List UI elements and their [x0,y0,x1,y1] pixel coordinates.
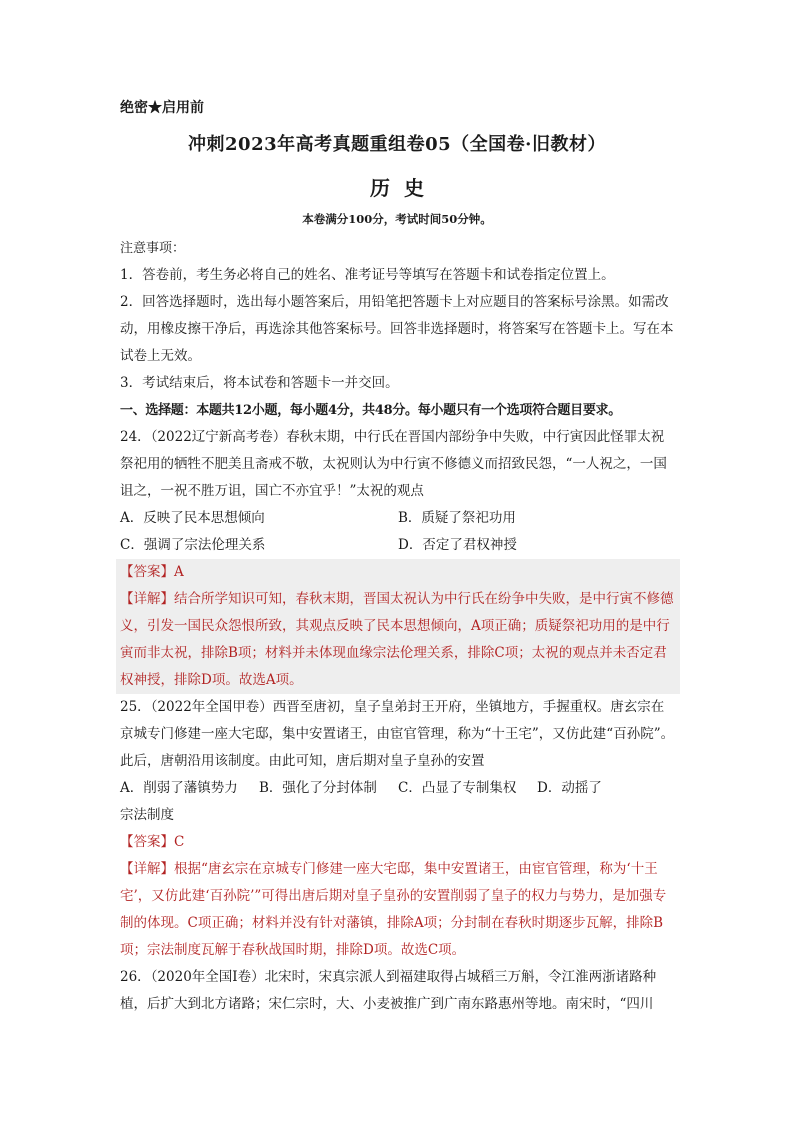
answer-line [120,829,676,856]
exam-body [120,235,676,1018]
option-b: B．质疑了祭祀功用 [398,510,516,526]
option-a: A．削弱了藩镇势力 [120,780,238,796]
question-stem: 西晋至唐初，皇子皇弟封王开府，坐镇地方，手握重权。唐玄宗在京城专门修建一座大宅邸，集中安置诸王，由宦官管理，称为“十王宅”，又仿此建“百孙院”。此后，唐朝沿用该制度。由此可知，唐后期对皇子皇孙的安置 [120,699,675,769]
question-number: 26． [120,969,151,985]
question-number: 25． [120,699,151,715]
detail-text: 根据“唐玄宗在京城专门修建一座大宅邸，集中安置诸王，由宦官管理，称为‘十王宅’，又仿此建‘百孙院’”可得出唐后期对皇子皇孙的安置削弱了皇子的权力与势力，是加强专制的体现。C项正确；材料并没有针对藩镇，排除A项；分封制在春秋时期逐步瓦解，排除B项；宗法制度瓦解于春秋战国时期，排除D项。故选C项。 [120,861,667,958]
question-25 [120,694,676,775]
question-stem: 春秋末期，中行氏在晋国内部纷争中失败，中行寅因此怪罪太祝祭祀用的牺牲不肥美且斋戒不敬，太祝则认为中行寅不修德义而招致民怨，“一人祝之，一国诅之，一祝不胜万诅，国亡不亦宜乎！”太祝的观点 [120,429,667,499]
detail-text: 结合所学知识可知，春秋末期，晋国太祝认为中行氏在纷争中失败，是中行寅不修德义，引发一国民众怨恨所致，其观点反映了民本思想倾向，A项正确；质疑祭祀功用的是中行寅而非太祝，排除B项；材料并未体现血缘宗法伦理关系，排除C项；太祝的观点并未否定君权神授，排除D项。故选A项。 [120,591,674,688]
option-a: A．反映了民本思想倾向 [120,510,265,526]
answer-value: A [174,564,184,580]
option-d: D．动摇了 [537,780,602,796]
option-b: B．强化了分封体制 [259,780,377,796]
options-row [120,505,676,532]
answer-tag: 【答案】 [120,834,174,850]
note-item: 2．回答选择题时，选出每小题答案后，用铅笔把答题卡上对应题目的答案标号涂黑。如需改动，用橡皮擦干净后，再选涂其他答案标号。回答非选择题时，将答案写在答题卡上。写在本试卷上无效。 [120,294,674,364]
subject-title: 历史 [370,176,438,200]
answer-block-25 [120,829,676,964]
score-note: 本卷满分100分，考试时间50分钟。 [302,212,492,226]
answer-block-24 [116,559,680,694]
confidential-mark: 绝密★启用前 [120,100,204,116]
answer-tag: 【答案】 [120,564,174,580]
question-24 [120,424,676,505]
detail-tag: 【详解】 [120,861,174,877]
exam-title: 冲刺2023年高考真题重组卷05（全国卷·旧教材） [188,134,606,155]
option-c: C．凸显了专制集权 [398,780,517,796]
question-number: 24． [120,429,151,445]
question-stem: 北宋时，宋真宗派人到福建取得占城稻三万斛，令江淮两浙诸路种植，后扩大到北方诸路；宋仁宗时，大、小麦被推广到广南东路惠州等地。南宋时，“四川 [120,969,657,1012]
answer-value: C [174,834,185,850]
options-row [120,532,676,559]
detail-line [120,856,676,964]
answer-line [120,559,676,586]
question-source: （2020年全国Ⅰ卷） [150,969,265,985]
options-row [120,775,676,802]
question-source: （2022辽宁新高考卷） [150,429,287,445]
detail-line [120,586,676,694]
note-item: 1．答卷前，考生务必将自己的姓名、准考证号等填写在答题卡和试卷指定位置上。 [120,267,615,283]
detail-tag: 【详解】 [120,591,174,607]
option-d-continued: 宗法制度 [120,807,174,823]
note-item: 3．考试结束后，将本试卷和答题卡一并交回。 [120,375,399,391]
question-source: （2022年全国甲卷） [150,699,273,715]
option-d: D．否定了君权神授 [398,537,517,553]
notes-heading: 注意事项： [120,241,186,256]
section-heading: 一、选择题：本题共12小题，每小题4分，共48分。每小题只有一个选项符合题目要求。 [120,403,621,418]
question-26 [120,964,676,1018]
option-c: C．强调了宗法伦理关系 [120,537,266,553]
